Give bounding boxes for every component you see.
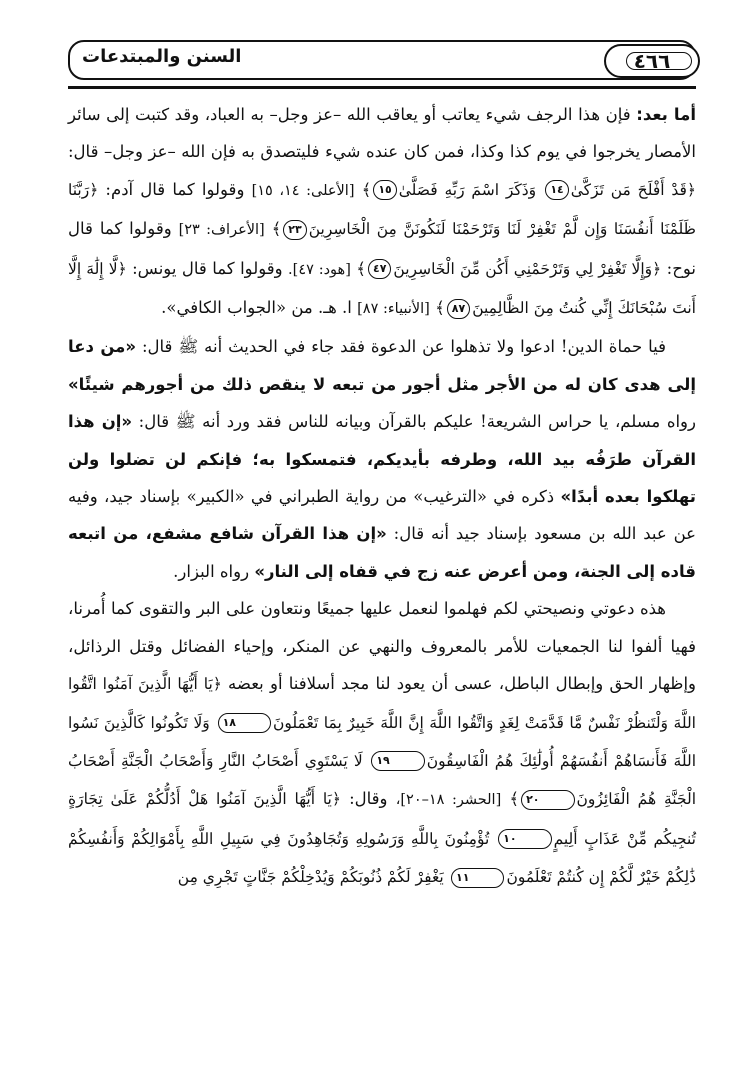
body-text: وقولوا كما قال يونس: — [126, 258, 289, 278]
hadith-quote: «من دعا إلى هدى كان له من الأجر مثل أجور من تبعه لا ينقص ذلك من أجورهم شيئًا» — [68, 337, 696, 394]
quran-verse: تُؤْمِنُونَ بِاللَّهِ وَرَسُولِهِ وَتُجَاهِدُونَ فِي سَبِيلِ اللَّهِ بِأَمْوَالِكُمْ وَأَنفُسِكُمْ ذَٰلِكُمْ خَيْرٌ لَّكُمْ إِن كُنتُمْ تَعْلَمُونَ — [68, 829, 696, 887]
page-number-text: ٤٦٦ — [633, 49, 671, 73]
ayah-number-marker: ١١ — [451, 868, 504, 888]
quran-verse: وَلَا تَكُونُوا كَالَّذِينَ نَسُوا اللَّهَ فَأَنسَاهُمْ أَنفُسَهُمْ أُولَٰئِكَ هُمُ الْفَاسِقُونَ — [68, 713, 696, 770]
quran-verse: لَا يَسْتَوِي أَصْحَابُ النَّارِ وَأَصْحَابُ الْجَنَّةِ أَصْحَابُ الْجَنَّةِ هُمُ الْفَائِزُونَ — [68, 751, 696, 809]
quran-verse: وَذَكَرَ اسْمَ رَبِّهِ فَصَلَّىٰ — [398, 180, 537, 199]
paragraph-1: أما بعد: فإن هذا الرجف شيء يعاتب أو يعاقب الله –عز وجل– به العباد، وقد كتبت إلى سائر الأمصار يخرجوا في يوم كذا وكذا، فمن كان عنده شيء فليتصدق به فإن الله –عز وجل– قال: ﴿قَدْ أَفْلَحَ مَن تَزَكَّىٰ١٤ وَذَكَرَ اسْمَ رَبِّهِ فَصَلَّىٰ١٥﴾ [الأعلى: ١٤، ١٥] وقولوا كما قال آدم: ﴿رَبَّنَا ظَلَمْنَا أَنفُسَنَا وَإِن لَّمْ تَغْفِرْ لَنَا وَتَرْحَمْنَا لَنَكُونَنَّ مِنَ الْخَاسِرِينَ٢٣﴾ [الأعراف: ٢٣] وقولوا كما قال نوح: ﴿وَإِلَّا تَغْفِرْ لِي وَتَرْحَمْنِي أَكُن مِّنَ الْخَاسِرِينَ٤٧﴾ [هود: ٤٧]. وقولوا كما قال يونس: ﴿لَّا إِلَٰهَ إِلَّا أَنتَ سُبْحَانَكَ إِنِّي كُنتُ مِنَ الظَّالِمِينَ٨٧﴾ [الأنبياء: ٨٧] ا. هـ. من «الجواب الكافي». — [68, 105, 697, 318]
body-text: رواه البزار. — [173, 561, 255, 581]
verse-reference: [الحشر: ١٨–٢٠]، — [395, 792, 502, 809]
quran-verse: يَغْفِرْ لَكُمْ ذُنُوبَكُمْ وَيُدْخِلْكُمْ جَنَّاتٍ تَجْرِي مِن — [177, 868, 444, 887]
paragraph-3: هذه دعوتي ونصيحتي لكم فهلموا لنعمل عليها جميعًا ونتعاون على البر والتقوى كما أُمرنا، فهيا ألفوا لنا الجمعيات للأمر بالمعروف والنهي عن المنكر، وإحياء الفضائل وقتل الرذائل، وإظهار الحق وإبطال الباطل، عسى أن يعود لنا مجد أسلافنا أو بعضه ﴿يَا أَيُّهَا الَّذِينَ آمَنُوا اتَّقُوا اللَّهَ وَلْتَنظُرْ نَفْسٌ مَّا قَدَّمَتْ لِغَدٍ وَاتَّقُوا اللَّهَ إِنَّ اللَّهَ خَبِيرٌ بِمَا تَعْمَلُونَ١٨ وَلَا تَكُونُوا كَالَّذِينَ نَسُوا اللَّهَ فَأَنسَاهُمْ أَنفُسَهُمْ أُولَٰئِكَ هُمُ الْفَاسِقُونَ١٩ لَا يَسْتَوِي أَصْحَابُ النَّارِ وَأَصْحَابُ الْجَنَّةِ أَصْحَابُ الْجَنَّةِ هُمُ الْفَائِزُونَ٢٠﴾ [الحشر: ١٨–٢٠]، وقال: ﴿يَا أَيُّهَا الَّذِينَ آمَنُوا هَلْ أَدُلُّكُمْ عَلَىٰ تِجَارَةٍ تُنجِيكُم مِّنْ عَذَابٍ أَلِيمٍ١٠ تُؤْمِنُونَ بِاللَّهِ وَرَسُولِهِ وَتُجَاهِدُونَ فِي سَبِيلِ اللَّهِ بِأَمْوَالِكُمْ وَأَنفُسِكُمْ ذَٰلِكُمْ خَيْرٌ لَّكُمْ إِن كُنتُمْ تَعْلَمُونَ١١ يَغْفِرْ لَكُمْ ذُنُوبَكُمْ وَيُدْخِلْكُمْ جَنَّاتٍ تَجْرِي مِن — [68, 599, 696, 887]
ayah-number-marker: ١٥ — [373, 180, 396, 200]
body-text: وقال: — [340, 789, 396, 809]
header-rule — [68, 86, 696, 89]
body-text: وقولوا كما قال نوح: — [68, 219, 696, 278]
running-title: السنن والمبتدعات — [82, 46, 242, 67]
quran-verse: ﴿يَا أَيُّهَا الَّذِينَ آمَنُوا اتَّقُوا اللَّهَ وَلْتَنظُرْ نَفْسٌ مَّا قَدَّمَتْ لِغَدٍ وَاتَّقُوا اللَّهَ إِنَّ اللَّهَ خَبِيرٌ بِمَا تَعْمَلُونَ — [68, 675, 696, 732]
body-text: فيا حماة الدين! ادعوا ولا تذهلوا عن الدعوة فقد جاء في الحديث أنه ﷺ قال: — [136, 337, 667, 357]
verse-reference: [الأعراف: ٢٣] — [178, 222, 265, 239]
quran-verse: ﴿قَدْ أَفْلَحَ مَن تَزَكَّىٰ — [570, 180, 696, 199]
body-text: فإن هذا الرجف شيء يعاتب أو يعاقب الله –عز وجل– به العباد، وقد كتبت إلى سائر الأمصار يخرجوا في يوم كذا وكذا، فمن كان عنده شيء فليتصدق به فإن الله –عز وجل– قال: — [68, 105, 696, 162]
quran-verse: ﴿رَبَّنَا ظَلَمْنَا أَنفُسَنَا وَإِن لَّمْ تَغْفِرْ لَنَا وَتَرْحَمْنَا لَنَكُونَنَّ مِنَ الْخَاسِرِينَ — [68, 180, 697, 239]
verse-reference: [هود: ٤٧]. — [288, 261, 351, 278]
ayah-number-marker: ١٨ — [218, 713, 271, 733]
body-text: هذه دعوتي ونصيحتي لكم فهلموا لنعمل عليها جميعًا ونتعاون على البر والتقوى كما أُمرنا، فهيا ألفوا لنا الجمعيات للأمر بالمعروف والنهي عن المنكر، وإحياء الفضائل وقتل الرذائل، وإظهار الحق وإبطال الباطل، عسى أن يعود لنا مجد أسلافنا أو بعضه — [68, 599, 696, 694]
paragraph-2 — [68, 328, 696, 590]
ayah-number-marker: ٢٣ — [283, 220, 306, 240]
ayah-number-marker: ١٠ — [498, 829, 551, 849]
page-header — [68, 40, 696, 92]
opening-phrase: أما بعد: — [636, 105, 696, 124]
body-text: رواه مسلم، يا حراس الشريعة! عليكم بالقرآن وبيانه للناس فقد ورد أنه ﷺ قال: — [132, 412, 696, 432]
verse-reference: [الأعلى: ١٤، ١٥] — [251, 182, 355, 199]
page-body — [68, 96, 696, 1090]
ayah-number-marker: ١٩ — [371, 751, 424, 771]
quran-verse: ﴿لَّا إِلَٰهَ إِلَّا أَنتَ سُبْحَانَكَ إِنِّي كُنتُ مِنَ الظَّالِمِينَ — [68, 259, 696, 318]
ayah-number-marker: ١٤ — [545, 180, 568, 200]
ayah-number-marker: ٢٠ — [521, 790, 574, 810]
ayah-number-marker: ٨٧ — [447, 299, 470, 319]
body-text: وقولوا كما قال آدم: — [98, 179, 252, 199]
quran-verse: ﴿يَا أَيُّهَا الَّذِينَ آمَنُوا هَلْ أَدُلُّكُمْ عَلَىٰ تِجَارَةٍ تُنجِيكُم مِّنْ عَذَابٍ أَلِيمٍ — [68, 790, 696, 848]
body-text: ا. هـ. من «الجواب الكافي». — [161, 298, 358, 318]
hadith-quote: «إن هذا القرآن شافع مشفع، من اتبعه قاده إلى الجنة، ومن أعرض عنه زج في قفاه إلى النار» — [68, 524, 696, 581]
hadith-quote: «إن هذا القرآن طرَفُه بيد الله، وطرفه بأيديكم، فتمسكوا به؛ فإنكم لن تضلوا ولن تهلكوا بعده أبدًا» — [68, 412, 696, 507]
body-text: ذكره في «الترغيب» من رواية الطبراني في «الكبير» بإسناد جيد، وفيه عن عبد الله بن مسعود بإسناد جيد أنه قال: — [68, 487, 696, 544]
verse-reference: [الأنبياء: ٨٧] — [357, 301, 430, 318]
ayah-number-marker: ٤٧ — [368, 259, 391, 279]
page-number — [604, 44, 700, 78]
quran-verse: ﴿وَإِلَّا تَغْفِرْ لِي وَتَرْحَمْنِي أَكُن مِّنَ الْخَاسِرِينَ — [393, 259, 662, 278]
